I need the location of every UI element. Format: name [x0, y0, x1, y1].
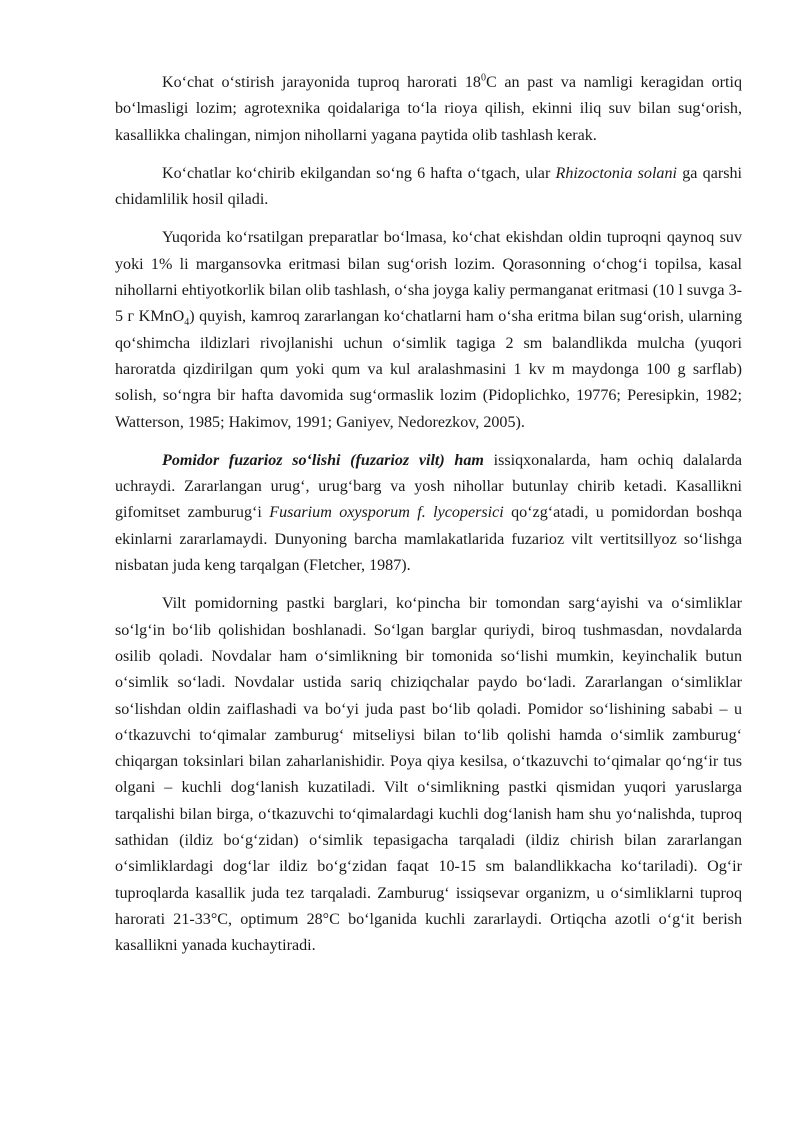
paragraph-treatment: [115, 225, 742, 435]
paragraph-gap: [115, 149, 742, 161]
species-name: Rhizoctonia solani: [555, 164, 677, 182]
paragraph-text: C an past va namligi keragidan ortiq boʻlmasligi lozim; agrotexnika qoidalariga toʻla rioya qilish, ekinni iliq suv bilan sugʻorish, kasallikka chalingan, nimjon nihollarni yagana paytida olib tashlash kerak.: [115, 74, 742, 144]
paragraph-gap: [115, 436, 742, 448]
species-name: Fusarium oxysporum f. lycopersici: [269, 504, 504, 522]
paragraph-text: issiqxonalarda, ham ochiq dalalarda uchraydi. Zararlangan urugʻ, urugʻbarg va yosh nihollar butunlay chirib ketadi. Kasallikni gifomitset zamburugʻi: [115, 451, 742, 522]
paragraph-wilt-symptoms: [115, 591, 742, 959]
paragraph-gap: [115, 579, 742, 591]
paragraph-text: ga qarshi chidamlilik hosil qiladi.: [115, 164, 742, 209]
paragraph-text: qoʻzgʻatadi, u pomidordan boshqa ekinlarni zararlamaydi. Dunyoning barcha mamlakatlarida fuzarioz vilt vertitsillyoz soʻlishga nisbatan juda keng tarqalgan (Fletcher, 1987).: [115, 504, 742, 575]
formula-subscript: 4: [184, 317, 190, 329]
paragraph-resistance: [115, 161, 742, 214]
document-page: [115, 70, 742, 960]
paragraph-text: ) quyish, kamroq zararlangan koʻchatlarni ham oʻsha eritma bilan sugʻorish, ularning qoʻshimcha ildizlari rivojlanishi uchun oʻsimlik tagiga 2 sm balandlikda mulcha (yuqori haroratda qizdirilgan qum yoki qum va kul aralashmasini 1 kv m maydonga 100 g sarflab) solish, soʻngra bir hafta davomida sugʻormaslik lozim (Pidoplichko, 19776; Peresipkin, 1982; Watterson, 1985; Hakimov, 1991; Ganiyev, Nedorezkov, 2005).: [115, 308, 742, 431]
paragraph-fusarium-wilt: [115, 448, 742, 579]
degree-superscript: 0: [480, 72, 486, 84]
paragraph-text: Koʻchatlar koʻchirib ekilgandan soʻng 6 hafta oʻtgach, ular: [162, 164, 556, 182]
paragraph-text: Vilt pomidorning pastki barglari, koʻpincha bir tomondan sargʻayishi va oʻsimliklar soʻlgʻin boʻlib qolishidan boshlanadi. Soʻlgan barglar quriydi, biroq tushmasdan, novdalarda osilib qoladi. Novdalar ham oʻsimlikning bir tomonida soʻlishi mumkin, keyinchalik butun oʻsimlik soʻladi. Novdalar ustida sariq chiziqchalar paydo boʻladi. Zararlangan oʻsimliklar soʻlishdan oldin zaiflashadi va boʻyi juda past boʻlib qoladi. Pomidor soʻlishining sababi – u oʻtkazuvchi toʻqimalar zamburugʻ mitseliysi bilan toʻlib qolishi hamda oʻsimlik zamburugʻ chiqargan toksinlari bilan zaharlanishidir. Poya qiya kesilsa, oʻtkazuvchi toʻqimalar qoʻngʻir tus olgani – kuchli dogʻlanish kuzatiladi. Vilt oʻsimlikning pastki qismidan yuqori yaruslarga tarqalishi bilan birga, oʻtkazuvchi toʻqimalardagi kuchli dogʻlanish ham shu yoʻnalishda, tuproq sathidan (ildiz boʻgʻzidan) oʻsimlik tepasigacha tarqaladi (ildiz chirish bilan zararlangan oʻsimliklardagi dogʻlar ildiz boʻgʻzidan faqat 10-15 sm balandlikkacha koʻtariladi). Ogʻir tuproqlarda kasallik juda tez tarqaladi. Zamburugʻ issiqsevar organizm, u oʻsimliklarni tuproq harorati 21-33°C, optimum 28°C boʻlganida kuchli zararlaydi. Ortiqcha azotli oʻgʻit berish kasallikni yanada kuchaytiradi.: [115, 595, 742, 955]
paragraph-gap: [115, 213, 742, 225]
paragraph-text: Koʻchat oʻstirish jarayonida tuproq harorati 18: [162, 74, 481, 91]
paragraph-text: Yuqorida koʻrsatilgan preparatlar boʻlmasa, koʻchat ekishdan oldin tuproqni qaynoq suv yoki 1% li margansovka eritmasi bilan sugʻorish lozim. Qorasonning oʻchogʻi topilsa, kasal nihollarni ehtiyotkorlik bilan olib tashlash, oʻsha joyga kaliy permanganat eritmasi (10 l suvga 3-5 г KMnO: [115, 229, 742, 326]
section-heading: Pomidor fuzarioz soʻlishi (fuzarioz vilt) ham: [162, 451, 484, 469]
paragraph-seedling-conditions: [115, 70, 742, 149]
